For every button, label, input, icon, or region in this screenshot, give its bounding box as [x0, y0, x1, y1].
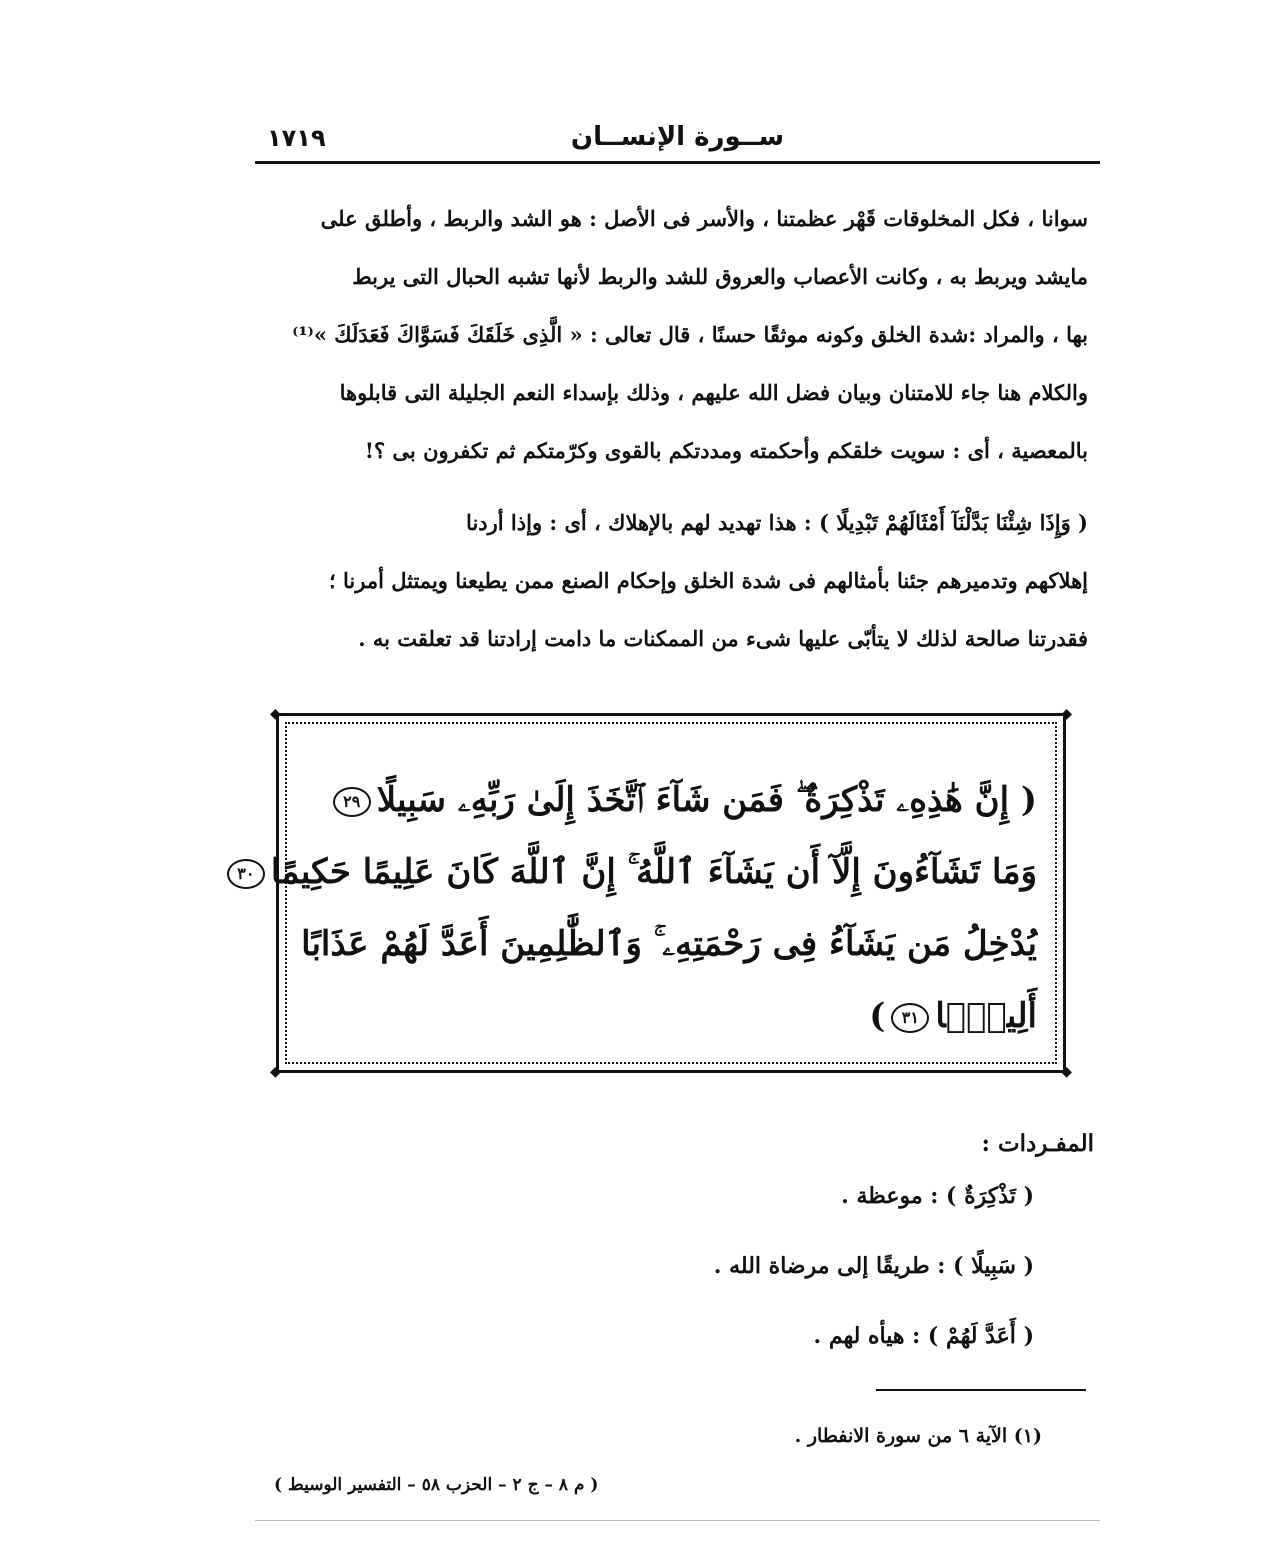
vocabulary-item: ( سَبِيلًا ) : طريقًا إلى مرضاة الله .: [713, 1253, 1034, 1279]
text-line: إهلاكهم وتدميرهم جئنا بأمثالهم فى شدة الخلق وإحكام الصنع ممن يطيعنا ويمتثل أمرنا ؛: [329, 568, 1088, 593]
vocabulary-heading: المفـردات :: [981, 1130, 1094, 1157]
verse-line: أَلِيمًۢا٣١): [869, 996, 1037, 1036]
commentary-paragraph-2: [258, 494, 1088, 668]
surah-title: ســورة الإنســان: [570, 122, 785, 152]
text-line: فقدرتنا صالحة لذلك لا يتأبّى عليها شىء من الممكنات ما دامت إرادتنا قد تعلقت به .: [358, 626, 1088, 651]
printer-signature: ( م ٨ – ج ٢ – الحزب ٥٨ – التفسير الوسيط ): [274, 1475, 599, 1495]
vocabulary-item: ( أَعَدَّ لَهُمْ ) : هيأه لهم .: [813, 1323, 1034, 1349]
corner-ornament-icon: ◆: [270, 1064, 281, 1080]
ayah-number-icon: ٢٩: [333, 787, 371, 817]
footnote: (١) الآية ٦ من سورة الانفطار .: [794, 1425, 1042, 1447]
verse-lines: [237, 764, 1037, 1052]
verse-line: وَمَا تَشَآءُونَ إِلَّآ أَن يَشَآءَ ٱللَّهُ ۚ إِنَّ ٱللَّهَ كَانَ عَلِيمًا حَكِيمًا٣٠: [305, 836, 1037, 908]
ayah-number-icon: ٣١: [891, 1003, 929, 1033]
text-line: بالمعصية ، أى : سويت خلقكم وأحكمته ومددتكم بالقوى وكرّمتكم ثم تكفرون بى ؟!: [364, 438, 1088, 463]
ayah-number-icon: ٣٠: [227, 859, 265, 889]
text-line: بها ، والمراد :شدة الخلق وكونه موثقًا حسنًا ، قال تعالى : « الَّذِى خَلَقَكَ فَسَوَّاكَ فَعَدَلَكَ »⁽¹⁾: [292, 322, 1088, 347]
text-line: سوانا ، فكل المخلوقات قَهْر عظمتنا ، والأسر فى الأصل : هو الشد والربط ، وأطلق على: [320, 206, 1088, 231]
header-rule: [255, 161, 1100, 164]
bottom-rule: [255, 1520, 1100, 1521]
verse-line: يُدْخِلُ مَن يَشَآءُ فِى رَحْمَتِهِۦ ۚ وَٱلظَّٰلِمِينَ أَعَدَّ لَهُمْ عَذَابًا: [301, 924, 1037, 964]
corner-ornament-icon: ◆: [1061, 1064, 1072, 1080]
quran-verse-box: [237, 706, 1072, 1080]
corner-ornament-icon: ◆: [1061, 706, 1072, 722]
text-line: ( وَإِذَا شِئْنَا بَدَّلْنَآ أَمْثَالَهُمْ تَبْدِيلًا ) : هذا تهديد لهم بالإهلاك ، أى : وإذا أردنا: [466, 510, 1088, 535]
page-number: ١٧١٩: [267, 124, 326, 152]
text-line: مايشد ويربط به ، وكانت الأعصاب والعروق للشد والربط لأنها تشبه الحبال التى يربط: [352, 264, 1088, 289]
corner-ornament-icon: ◆: [270, 706, 281, 722]
text-line: والكلام هنا جاء للامتنان وبيان فضل الله عليهم ، وذلك بإسداء النعم الجليلة التى قابلوها: [339, 380, 1088, 405]
verse-line: ( إِنَّ هَٰذِهِۦ تَذْكِرَةٌ ۖ فَمَن شَآءَ ٱتَّخَذَ إِلَىٰ رَبِّهِۦ سَبِيلًا٢٩: [305, 764, 1037, 836]
vocabulary-item: ( تَذْكِرَةٌ ) : موعظة .: [841, 1183, 1034, 1209]
commentary-paragraph-1: [258, 190, 1088, 480]
footnote-rule: [876, 1389, 1086, 1391]
page-header: [255, 118, 1100, 164]
